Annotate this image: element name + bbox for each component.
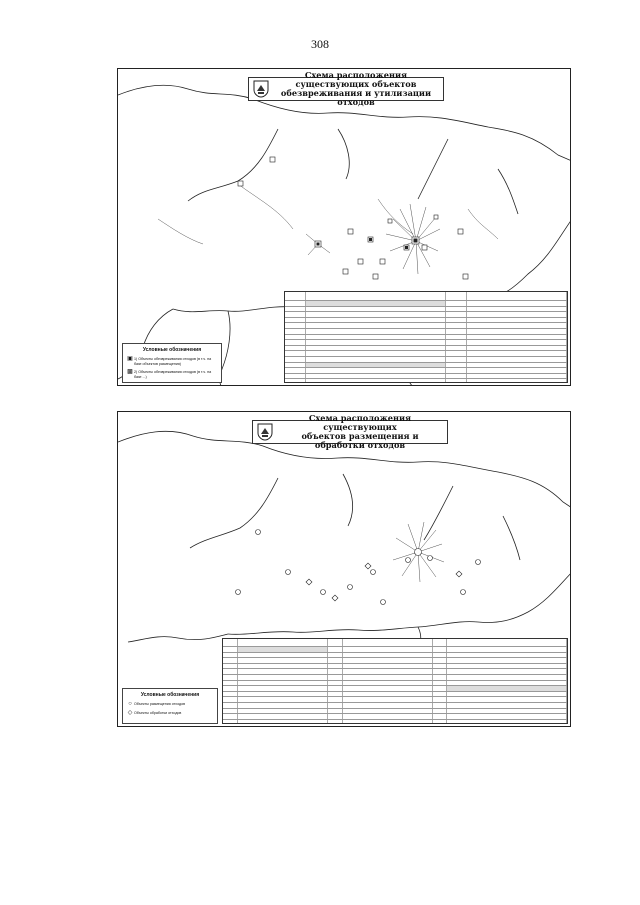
legend-item bbox=[126, 357, 218, 366]
map2-title-line2: объектов размещения и обработки отходов bbox=[301, 431, 419, 450]
legend-item-label: 2) Объекты обезвреживания отходов (в т.ч. на базе ...) bbox=[134, 370, 212, 379]
objects-table-1 bbox=[284, 291, 568, 383]
square-icon: ▣ bbox=[127, 356, 133, 362]
map2-title-box bbox=[252, 413, 448, 450]
map1-title-line2: обезвреживания и утилизации отходов bbox=[280, 88, 432, 107]
map-panel-utilization bbox=[117, 68, 571, 386]
diamond-icon: ◇ bbox=[127, 710, 133, 716]
legend-item-label: Объекты размещения отходов bbox=[134, 702, 185, 706]
map2-title-line1: Схема расположения существующих bbox=[308, 413, 412, 432]
map-panel-placement bbox=[117, 411, 571, 727]
page-number: 308 bbox=[311, 37, 329, 51]
map1-title-line1: Схема расположения существующих объектов bbox=[295, 70, 417, 89]
coat-of-arms-icon bbox=[257, 423, 273, 441]
legend-item bbox=[126, 711, 214, 716]
legend-title: Условные обозначения bbox=[142, 347, 202, 353]
legend-item-label: 1) Объекты обезвреживания отходов (в т.ч. на базе объектов размещения) bbox=[134, 357, 212, 366]
square-hatched-icon: ▩ bbox=[127, 369, 133, 376]
map2-legend bbox=[122, 688, 218, 724]
legend-item-label: Объекты обработки отходов bbox=[134, 711, 182, 715]
map1-title-box bbox=[248, 70, 444, 107]
coat-of-arms-icon bbox=[253, 80, 269, 98]
circle-icon: ○ bbox=[128, 701, 132, 707]
legend-title: Условные обозначения bbox=[140, 692, 200, 698]
legend-item bbox=[126, 702, 214, 707]
map1-legend bbox=[122, 343, 222, 383]
objects-table-2 bbox=[222, 638, 568, 724]
legend-item bbox=[126, 370, 218, 379]
